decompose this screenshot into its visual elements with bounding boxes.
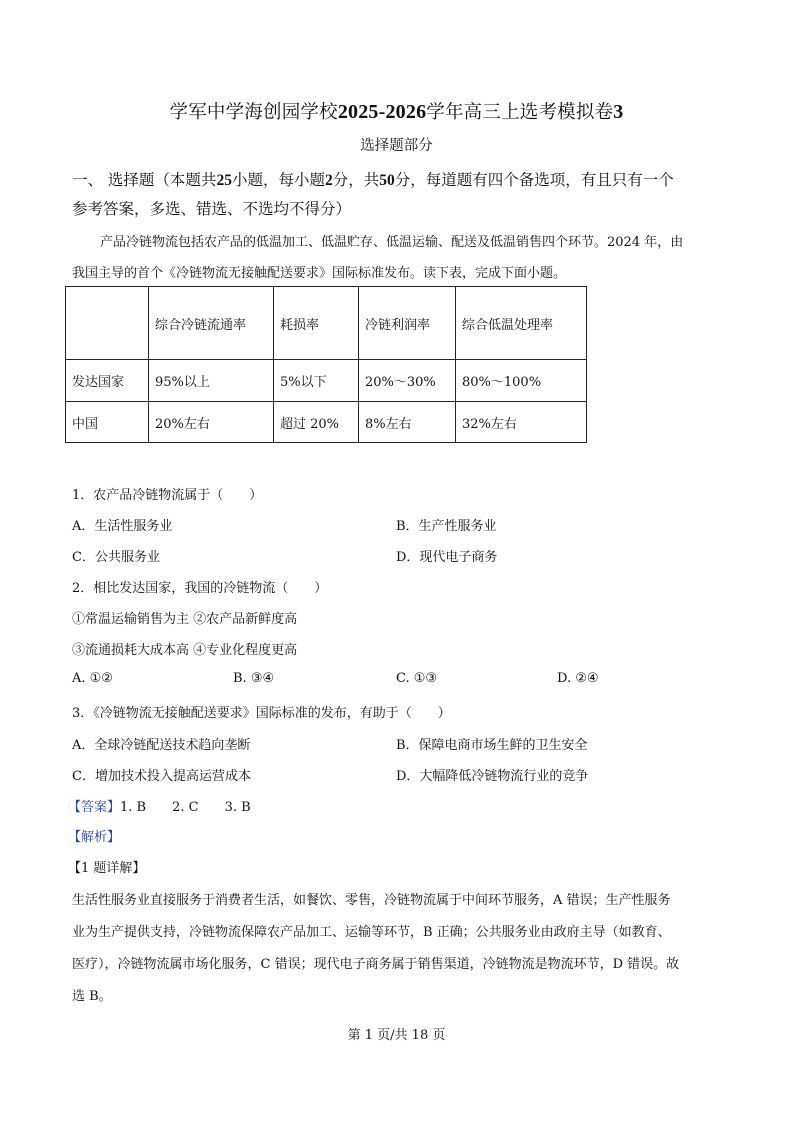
question-2-option-a[interactable]: A. ①②: [72, 671, 113, 686]
table-row: [66, 402, 587, 443]
question-1-option-d[interactable]: D．现代电子商务: [396, 550, 498, 565]
question-2-stem: 2．相比发达国家，我国的冷链物流（ ）: [72, 581, 328, 596]
question-3-option-d[interactable]: D．大幅降低冷链物流行业的竞争: [396, 769, 589, 784]
answer-values: 1. B 2. C 3. B: [120, 800, 251, 815]
question-1-option-b[interactable]: B．生产性服务业: [396, 519, 497, 534]
cold-chain-table: [65, 286, 587, 443]
explanation-line1: 生活性服务业直接服务于消费者生活，如餐饮、零售，冷链物流属于中间环节服务，A 错误；生产性服务: [72, 893, 671, 908]
table-row: [66, 360, 587, 402]
question-3-option-a[interactable]: A．全球冷链配送技术趋向垄断: [72, 738, 251, 753]
table-header-cell: [66, 287, 149, 360]
explanation-line2: 业为生产提供支持，冷链物流保障农产品加工、运输等环节，B 正确；公共服务业由政府主导（如教育、: [72, 925, 671, 940]
title-number: 3: [613, 101, 624, 123]
title-years: 2025-2026: [337, 101, 427, 123]
table-header-cell: 综合低温处理率: [456, 287, 587, 360]
page-title: [0, 98, 793, 124]
table-header-cell: 综合冷链流通率: [149, 287, 274, 360]
question-1-option-c[interactable]: C．公共服务业: [72, 550, 160, 565]
table-cell: 20%～30%: [359, 360, 456, 402]
explanation-line3: 医疗），冷链物流属市场化服务，C 错误；现代电子商务属于销售渠道，冷链物流是物流环节，D 错误。故: [72, 957, 680, 972]
section-heading-line2: 参考答案，多选、错选、不选均不得分）: [72, 200, 352, 218]
answer-tag: 【答案】: [68, 800, 121, 815]
table-header-row: [66, 287, 587, 360]
question-2-statements-1: ①常温运输销售为主 ②农产品新鲜度高: [72, 612, 298, 627]
section-heading-line1: 一、 选择题（本题共25小题，每小题2分，共50分，每道题有四个备选项，有且只有一个: [72, 171, 674, 189]
table-cell: 20%左右: [149, 402, 274, 443]
table-cell: 95%以上: [149, 360, 274, 402]
table-cell: 80%～100%: [456, 360, 587, 402]
detail-tag: 【1 题详解】: [68, 861, 146, 876]
question-2-option-b[interactable]: B. ③④: [233, 671, 275, 686]
intro-line1: 产品冷链物流包括农产品的低温加工、低温贮存、低温运输、配送及低温销售四个环节。2024 年，由: [100, 235, 684, 250]
question-1-stem: 1．农产品冷链物流属于（ ）: [72, 488, 263, 503]
table-header-cell: 耗损率: [274, 287, 359, 360]
question-1-option-a[interactable]: A．生活性服务业: [72, 519, 173, 534]
question-3-option-b[interactable]: B．保障电商市场生鲜的卫生安全: [396, 738, 588, 753]
table-cell: 中国: [66, 402, 149, 443]
page-number: 第 1 页/共 18 页: [347, 1028, 446, 1043]
table-cell: 8%左右: [359, 402, 456, 443]
answer-line: [68, 796, 251, 815]
question-3-option-c[interactable]: C．增加技术投入提高运营成本: [72, 769, 251, 784]
question-3-stem: 3．《冷链物流无接触配送要求》国际标准的发布，有助于（ ）: [72, 706, 451, 721]
question-2-statements-2: ③流通损耗大成本高 ④专业化程度更高: [72, 643, 298, 658]
intro-line2: 我国主导的首个《冷链物流无接触配送要求》国际标准发布。读下表，完成下面小题。: [72, 266, 567, 281]
question-2-option-d[interactable]: D. ②④: [557, 671, 599, 686]
analysis-tag: 【解析】: [68, 830, 121, 845]
table-cell: 超过 20%: [274, 402, 359, 443]
title-school: 学军中学海创园学校: [169, 102, 338, 123]
table-cell: 发达国家: [66, 360, 149, 402]
table-cell: 32%左右: [456, 402, 587, 443]
table-cell: 5%以下: [274, 360, 359, 402]
explanation-line4: 选 B。: [72, 989, 112, 1004]
table-header-cell: 冷链利润率: [359, 287, 456, 360]
title-suffix: 学年高三上选考模拟卷: [426, 102, 614, 123]
page-subtitle: 选择题部分: [360, 138, 433, 154]
question-2-option-c[interactable]: C. ①③: [396, 671, 438, 686]
